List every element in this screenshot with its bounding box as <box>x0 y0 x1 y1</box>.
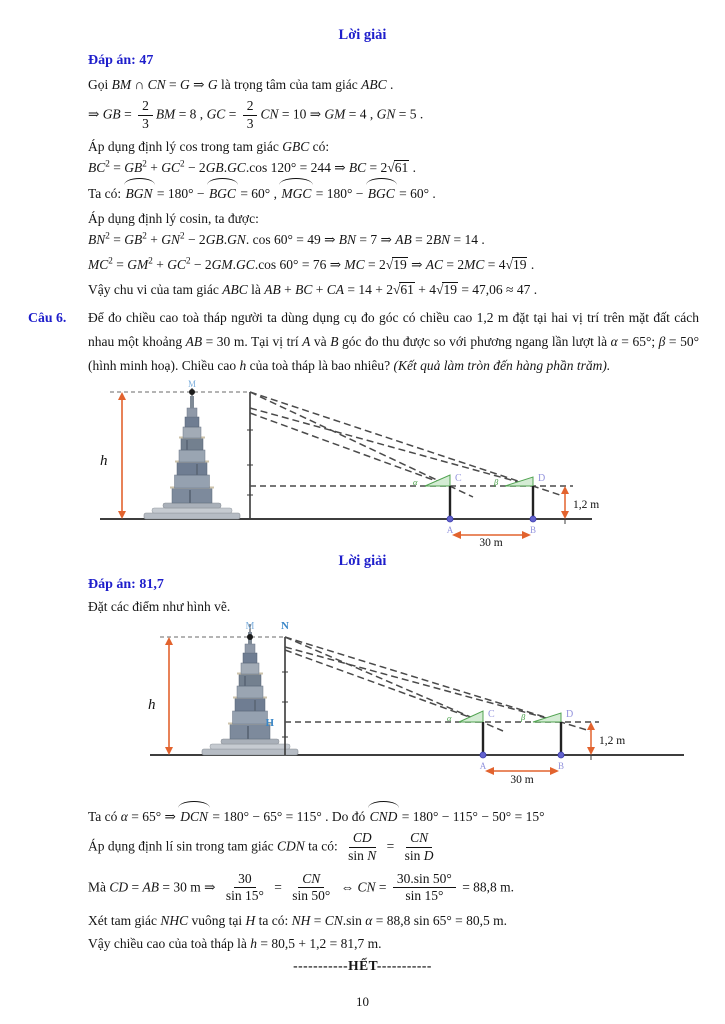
figure-1-svg <box>95 380 605 548</box>
end-marker: -----------HẾT----------- <box>293 958 432 974</box>
solution2-line: Xét tam giác NHC vuông tại H ta có: NH = CN.sin α = 88,8 sin 65° = 80,5 m. <box>88 913 508 929</box>
solution1-line: $BN^2 = GB^2 + GN^2 - 2GB.GN$. cos 60° = 49 ⇒ BN = 7 ⇒ AB = 2BN = 14 . <box>88 230 485 247</box>
solution1-heading: Lời giải <box>338 27 387 43</box>
solution2-note: Đặt các điểm như hình vẽ. <box>88 598 231 614</box>
solution2-heading: Lời giải <box>338 552 387 569</box>
solution2-answer: Đáp án: 81,7 <box>88 576 164 592</box>
solution1-line: Ta có: BGN = 180° − BGC = 60° , MGC = 180° − BGC = 60° . <box>88 178 697 204</box>
solution1-line: Áp dụng định lý cosin, ta được: <box>88 210 259 226</box>
point-A <box>447 516 453 522</box>
label-N: N <box>281 619 289 632</box>
label-h: h <box>100 452 108 469</box>
solution1-line: $BC^2 = GB^2 + GC^2 - 2GB.GC.\cos$ 120° = 244 ⇒ BC = 2√61 . <box>88 158 416 175</box>
label-H: H <box>265 716 274 729</box>
label-D: D <box>566 708 574 720</box>
tower-top-point <box>189 389 195 395</box>
point-A <box>480 752 486 758</box>
solution2-line: Mà CD = AB = 30 m ⇒ $\frac{30}{\sin 15^\circ}$ = $\frac{CN}{\sin 50^\circ}$ ⇔ CN = $\frac{30.\sin 50^\circ}{\sin 15^\circ}$ = 88,8 m. <box>88 870 515 904</box>
label-A: A <box>446 524 454 535</box>
label-C: C <box>488 708 495 720</box>
solution2-line: Ta có α = 65° ⇒ DCN = 180° − 65° = 115° . Do đó CND = 180° − 115° − 50° = 15° <box>88 801 697 827</box>
label-beta: β <box>494 476 499 487</box>
label-beta: β <box>521 711 526 722</box>
label-B: B <box>557 760 565 771</box>
page-number: 10 <box>356 994 369 1009</box>
height-arrow <box>118 392 126 519</box>
question-6-label: Câu 6. <box>28 309 67 325</box>
label-1-2m: 1,2 m <box>573 498 600 511</box>
solution1-body <box>88 74 697 300</box>
label-M: M <box>245 620 255 632</box>
solution1-line: $MC^2 = GM^2 + GC^2 - 2GM.GC.\cos$ 60° = 76 ⇒ MC = 2√19 ⇒ AC = 2MC = 4√19 . <box>88 255 535 272</box>
tower <box>144 388 240 519</box>
label-30m: 30 m <box>479 536 503 548</box>
vertical-line <box>247 392 253 519</box>
figure-1 <box>95 380 725 552</box>
angle-markers <box>459 708 561 722</box>
label-B: B <box>529 524 537 535</box>
label-1-2m: 1,2 m <box>599 734 626 747</box>
label-A: A <box>479 760 487 771</box>
height-arrow <box>165 637 173 755</box>
sight-lines <box>250 392 563 497</box>
solution2-line: Vậy chiều cao của toà tháp là h = 80,5 + 1,2 = 81,7 m. <box>88 936 382 952</box>
point-B <box>558 752 564 758</box>
vertical-line <box>282 637 288 755</box>
label-alpha: α <box>447 712 452 723</box>
solution1-answer: Đáp án: 47 <box>88 53 154 68</box>
question-6-text: Để đo chiều cao toà tháp người ta dùng dụng cụ đo góc có chiều cao 1,2 m đặt tại hai vị trí trên mặt đất cách nhau một khoảng AB = 30 m. Tại vị trí A và B góc đo thu được so với phương ngang lần lượt là α = 65°; β = 50° (hình minh hoạ). Chiều cao h của toà tháp là bao nhiêu? (Kết quả làm tròn đến hàng phần trăm). <box>88 309 699 373</box>
tower <box>202 624 298 755</box>
label-M: M <box>187 379 197 389</box>
tower-top-point <box>247 634 253 640</box>
solution2-line: Áp dụng định lí sin trong tam giác CDN ta có: $\frac{CD}{\text{sin N}}$ = $\frac{CN}{\text{sin D}}$ <box>88 829 434 863</box>
solution1-line: ⇒ GB = $\frac{2}{3}$ BM = 8 , GC = $\frac{2}{3}$ CN = 10 ⇒ GM = 4 , GN = 5 . <box>88 98 424 131</box>
sight-lines <box>285 637 590 731</box>
solution1-line: Vậy chu vi của tam giác ABC là AB + BC + CA = 14 + 2√61 + 4√19 = 47,06 ≈ 47 . <box>88 281 538 297</box>
solution1-line: Áp dụng định lý cos trong tam giác GBC có: <box>88 138 330 154</box>
label-30m: 30 m <box>510 773 534 786</box>
question-6 <box>0 306 725 378</box>
point-B <box>530 516 536 522</box>
label-h: h <box>148 696 156 713</box>
figure-2 <box>112 617 725 797</box>
label-D: D <box>538 472 546 484</box>
label-alpha: α <box>413 476 418 487</box>
solution1-line: Gọi BM ∩ CN = G ⇒ G là trọng tâm của tam giác ABC . <box>88 77 394 92</box>
solution2-body <box>88 801 697 955</box>
figure-2-svg <box>112 617 692 793</box>
label-C: C <box>455 472 462 484</box>
